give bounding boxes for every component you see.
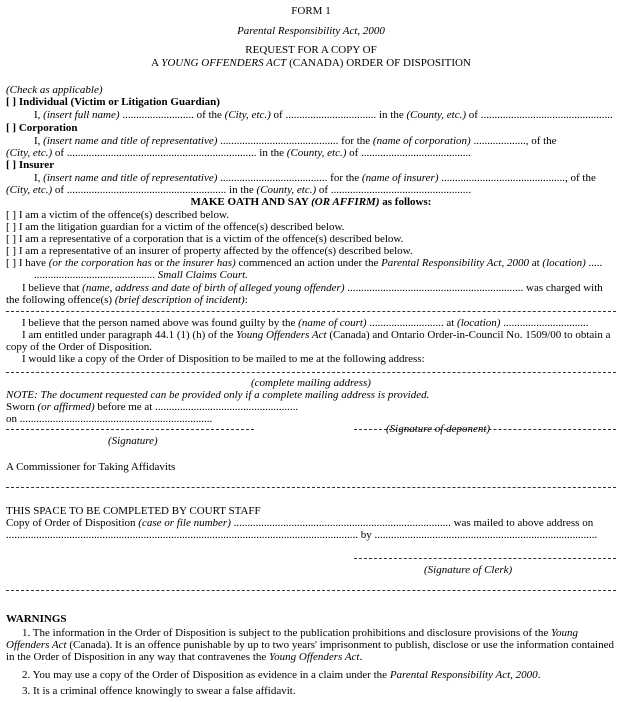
warning-2: 2. You may use a copy of the Order of Disposition as evidence in a claim under the Parental Responsibility Act, 2000. [22,669,541,681]
checkbox-action-commenced[interactable]: [ ] I have (or the corporation has or the insurer has) commenced an action under the Parental Responsibility Act, 2000 at (location) ..... [6,257,603,269]
commissioner-signature-line[interactable] [6,429,254,430]
court-staff-line2[interactable]: ................................................................................................................................ by ................................................................................. [6,529,598,541]
clerk-signature-line[interactable] [354,558,616,559]
believe-charged-line: I believe that (name, address and date of birth of alleged young offender) ................................................................ was charged with [22,282,603,294]
insurer-line2: (City, etc.) of .......................................................... in the (County, etc.) of ................................................... [6,184,472,196]
document-title-line2: A YOUNG OFFENDERS ACT (CANADA) ORDER OF DISPOSITION [151,57,471,69]
checkbox-litigation-guardian[interactable]: [ ] I am the litigation guardian for a victim of the offence(s) described below. [6,221,345,233]
checkbox-individual[interactable]: [ ] Individual (Victim or Litigation Guardian) [6,96,220,108]
sworn-line: Sworn (or affirmed) before me at .................................................... [6,401,299,413]
warning-3: 3. It is a criminal offence knowingly to swear a false affidavit. [22,685,296,697]
section-divider [6,487,616,488]
checkbox-victim[interactable]: [ ] I am a victim of the offence(s) described below. [6,209,229,221]
incident-blank-line[interactable] [6,311,616,312]
insurer-line1: I, (insert name and title of representative) ....................................... for the (name of insurer) ............................................., of the [34,172,596,184]
note: NOTE: The document requested can be provided only if a complete mailing address is provided. [6,389,430,401]
document-title: REQUEST FOR A COPY OF [245,44,377,56]
oath-heading: MAKE OATH AND SAY (OR AFFIRM) as follows: [190,196,432,208]
signature-caption: (Signature) [108,435,158,447]
form-number: FORM 1 [291,5,331,17]
small-claims-line: ............................................ Small Claims Court. [34,269,248,281]
warning-1: 1. The information in the Order of Disposition is subject to the publication prohibitions and disclosure provisions of the Young Offenders Act (Canada). It is an offence punishable by up to two years' imprisonment to publish, disclose or use the information contained in the Order of Disposition in any way that contravenes the Young Offenders Act. [6,627,614,663]
checkbox-insurer-rep[interactable]: [ ] I am a representative of an insurer of property affected by the offence(s) described below. [6,245,413,257]
entitled-line2: copy of the Order of Disposition. [6,341,153,353]
corporation-line1: I, (insert name and title of representative) ........................................... for the (name of corporation) ..................., of the [34,135,557,147]
section-divider-2 [6,590,616,591]
checkbox-corporation[interactable]: [ ] Corporation [6,122,78,134]
act-title: Parental Responsibility Act, 2000 [237,25,385,37]
offence-line: the following offence(s) (brief description of incident): [6,294,248,306]
mailing-address-caption: (complete mailing address) [251,377,371,389]
commissioner-label: A Commissioner for Taking Affidavits [6,461,176,473]
sworn-on-line: on ...................................................................... [6,413,213,425]
believe-guilty-line: I believe that the person named above was found guilty by the (name of court) ........................... at (location) ............................... [22,317,589,329]
corporation-line2: (City, etc.) of ..................................................................... in the (County, etc.) of ........................................ [6,147,472,159]
check-instruction: (Check as applicable) [6,84,103,96]
checkbox-insurer[interactable]: [ ] Insurer [6,159,55,171]
checkbox-corporation-rep[interactable]: [ ] I am a representative of a corporation that is a victim of the offence(s) described below. [6,233,404,245]
entitled-line: I am entitled under paragraph 44.1 (1) (h) of the Young Offenders Act (Canada) and Ontario Order-in-Council No. 1509/00 to obtain a [22,329,611,341]
clerk-caption: (Signature of Clerk) [424,564,513,576]
deponent-caption: (Signature of deponent) [386,423,491,435]
warnings-heading: WARNINGS [6,613,67,625]
individual-line: I, (insert full name) .......................... of the (City, etc.) of ................................. in the (County, etc.) of ................................................ [34,109,613,121]
court-staff-line1: Copy of Order of Disposition (case or file number) ............................................................................... was mailed to above address on [6,517,594,529]
court-staff-heading: THIS SPACE TO BE COMPLETED BY COURT STAFF [6,505,261,517]
mail-request: I would like a copy of the Order of Disposition to be mailed to me at the following address: [22,353,425,365]
mailing-address-line[interactable] [6,372,616,373]
